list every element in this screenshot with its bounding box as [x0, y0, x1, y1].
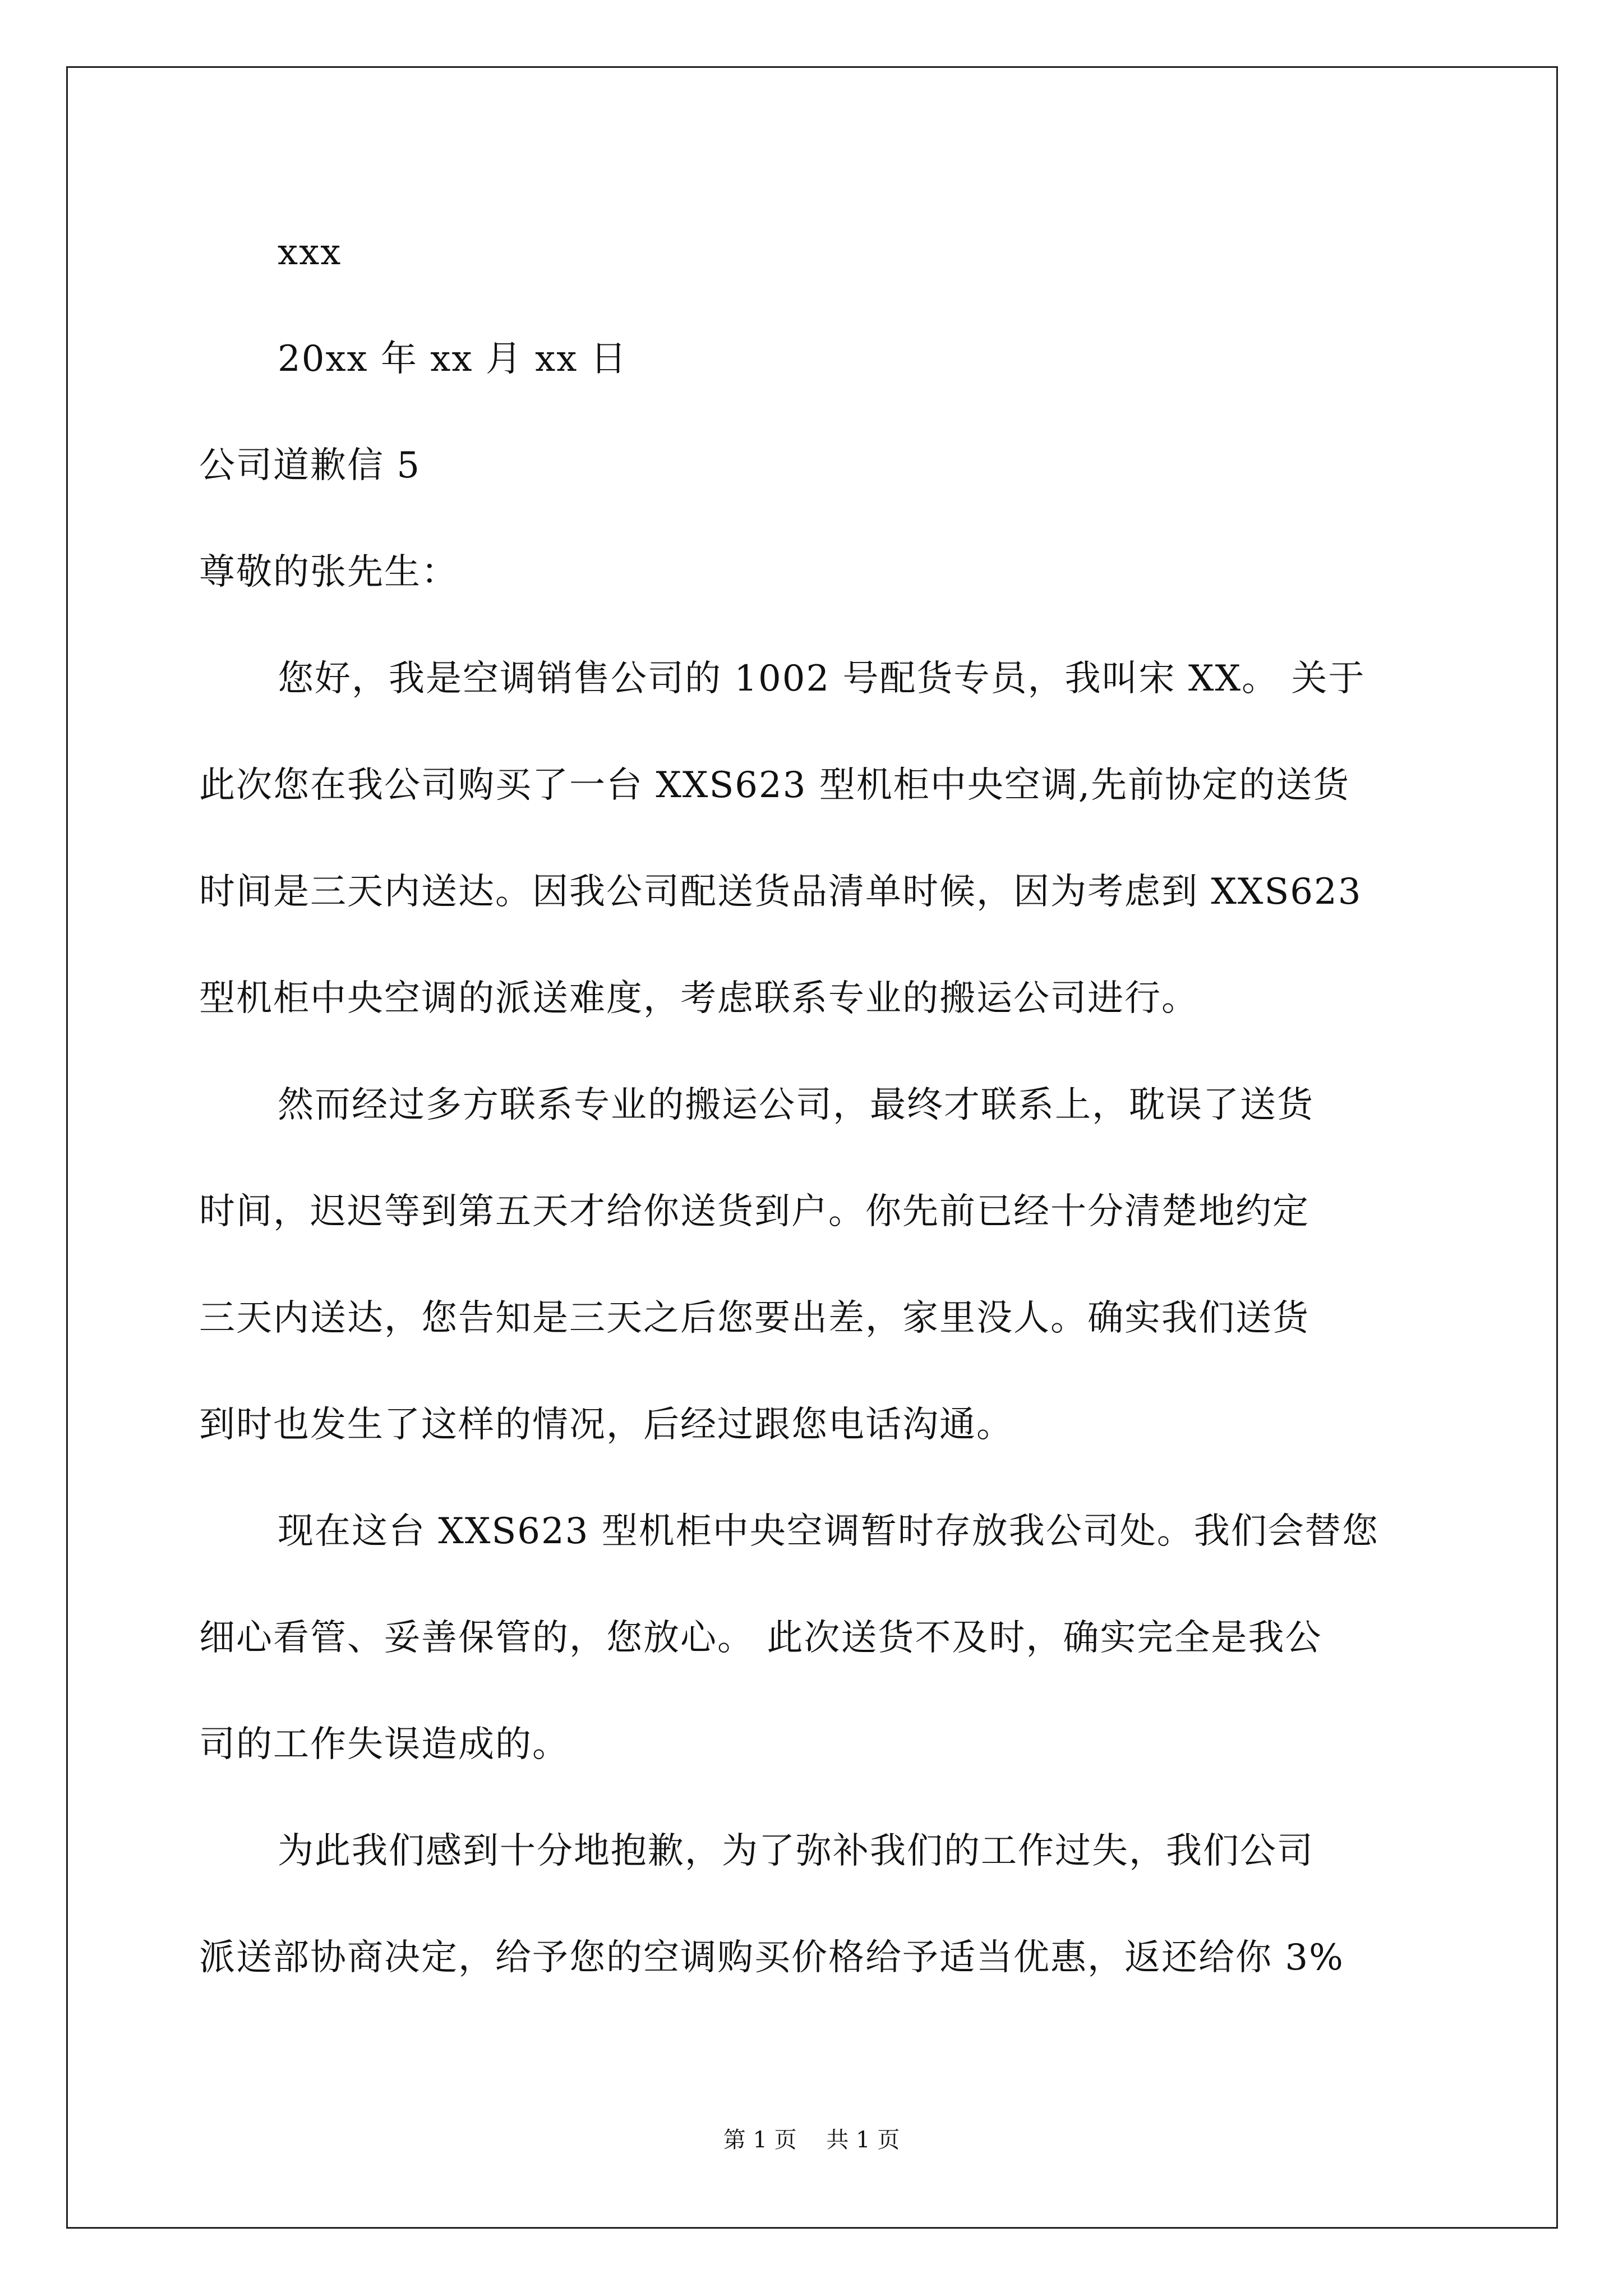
- body-line: 型机柜中央空调的派送难度，考虑联系专业的搬运公司进行。: [199, 978, 1198, 1019]
- page-footer: [0, 2126, 1623, 2154]
- body-line: 到时也发生了这样的情况，后经过跟您电话沟通。: [199, 1404, 1013, 1446]
- body-line: 司的工作失误造成的。: [199, 1724, 569, 1765]
- body-line: 此次您在我公司购买了一台 XXS623 型机柜中央空调,先前协定的送货: [199, 765, 1350, 806]
- body-line: 三天内送达，您告知是三天之后您要出差，家里没人。确实我们送货: [199, 1297, 1310, 1339]
- body-line: 时间是三天内送达。因我公司配送货品清单时候，因为考虑到 XXS623: [199, 871, 1362, 913]
- letter-title: 公司道歉信 5: [199, 445, 421, 486]
- salutation: 尊敬的张先生：: [199, 551, 458, 593]
- body-line: 您好，我是空调销售公司的 1002 号配货专员，我叫宋 XX。 关于: [278, 658, 1366, 700]
- page-number: 第 1 页: [723, 2127, 797, 2153]
- body-line: 派送部协商决定，给予您的空调购买价格给予适当优惠，返还给你 3%: [199, 1937, 1344, 1978]
- page-border: [66, 66, 1558, 2229]
- body-line: 然而经过多方联系专业的搬运公司，最终才联系上，耽误了送货: [278, 1084, 1314, 1126]
- date-line: 20xx 年 xx 月 xx 日: [278, 338, 628, 380]
- body-line: 时间，迟迟等到第五天才给你送货到户。你先前已经十分清楚地约定: [199, 1191, 1310, 1232]
- body-line: 细心看管、妥善保管的，您放心。 此次送货不及时，确实完全是我公: [199, 1617, 1322, 1659]
- signature-line: xxx: [278, 232, 342, 273]
- body-line: 为此我们感到十分地抱歉，为了弥补我们的工作过失，我们公司: [278, 1830, 1314, 1872]
- body-line: 现在这台 XXS623 型机柜中央空调暂时存放我公司处。我们会替您: [278, 1511, 1379, 1552]
- page-total: 共 1 页: [826, 2127, 900, 2153]
